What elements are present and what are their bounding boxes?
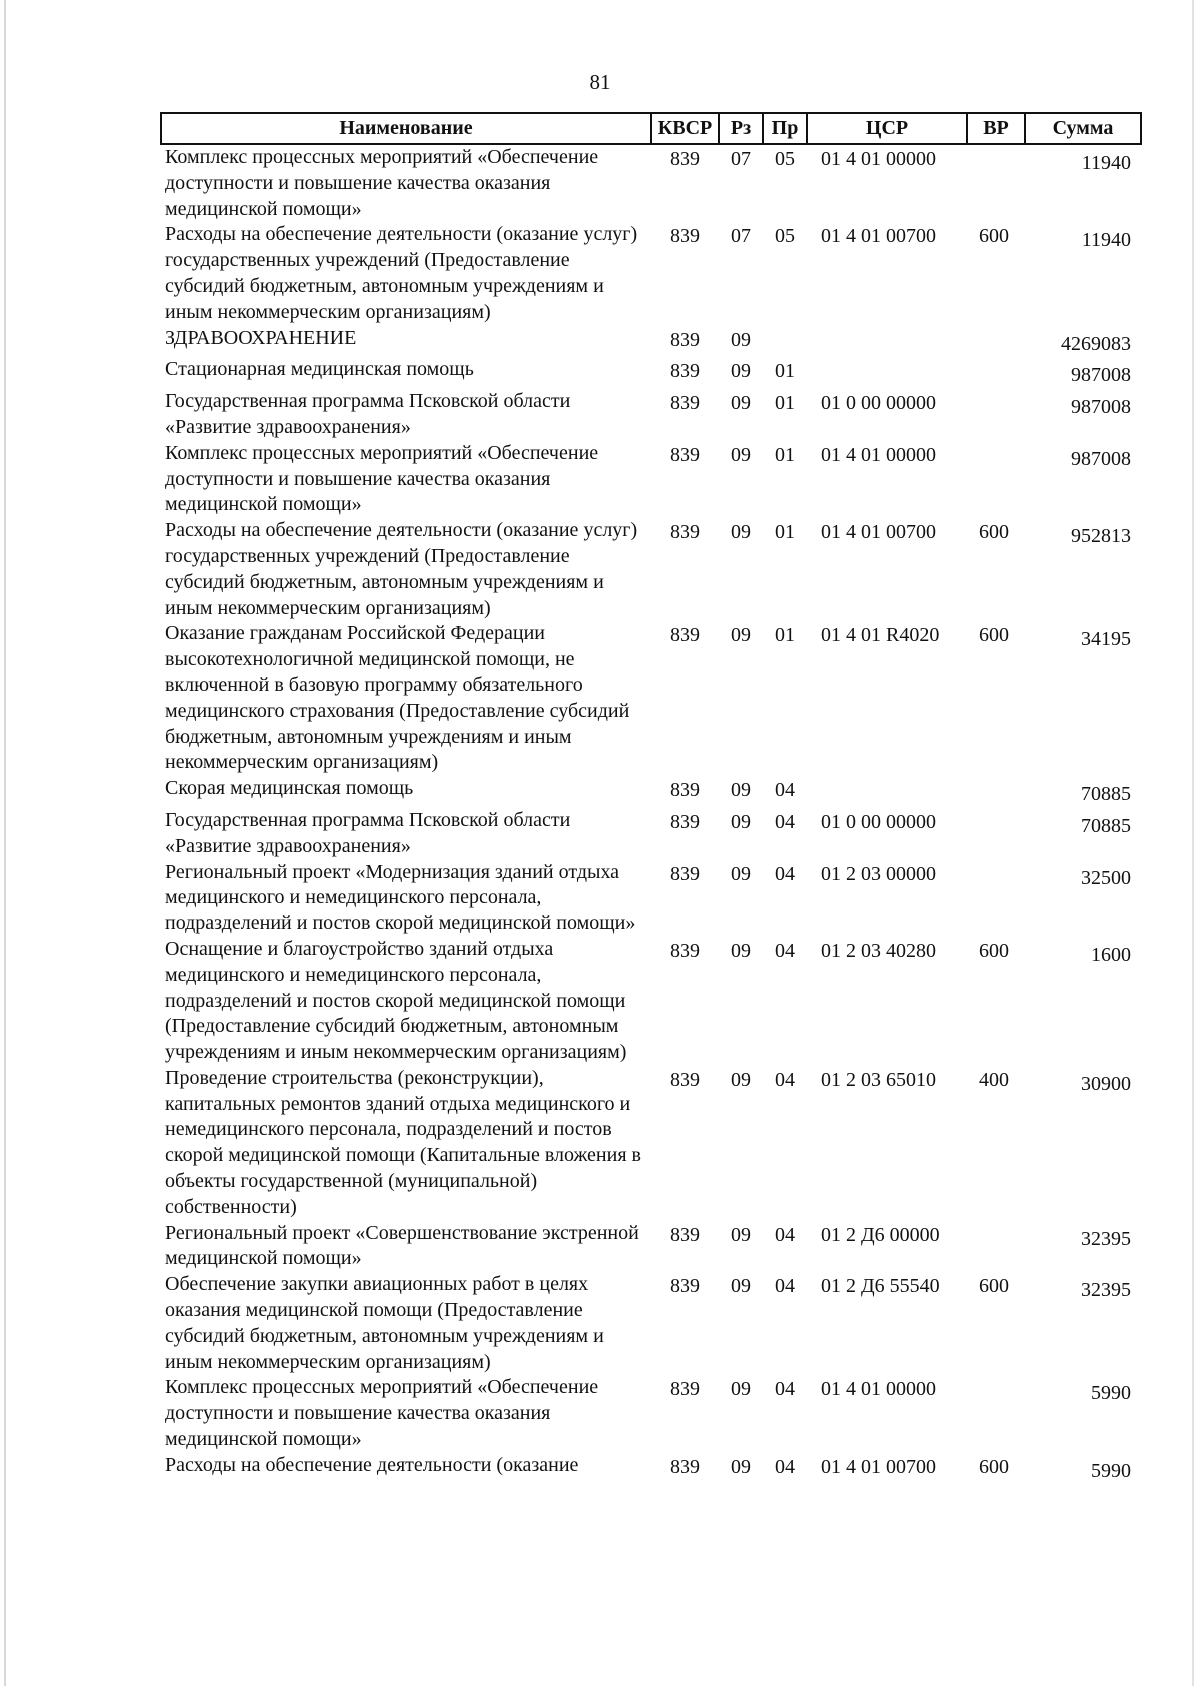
cell-pr: 04 [775, 779, 795, 802]
table-body [161, 144, 1141, 1485]
cell-sum: 32395 [1081, 1227, 1131, 1250]
cell-sum: 987008 [1071, 364, 1131, 387]
cell-rz: 09 [731, 939, 751, 962]
cell-vr [967, 1375, 1025, 1452]
header-csr: ЦСР [807, 113, 967, 144]
cell-vr [967, 389, 1025, 441]
cell-name: Проведение строительства (реконструкции), капитальных ремонтов зданий отдыха медицинского и немедицинского персонала, подразделений и постов скорой медицинской помощи (Капитальные вложения в объекты государственной (муниципальной) собственности) [165, 1066, 641, 1218]
budget-table-container [160, 112, 1140, 1485]
cell-kvsr: 839 [670, 1223, 700, 1246]
cell-pr: 01 [775, 392, 795, 415]
cell-kvsr: 839 [670, 443, 700, 466]
table-row [161, 1375, 1141, 1452]
cell-csr [807, 357, 967, 389]
table-row [161, 1066, 1141, 1221]
cell-name: Расходы на обеспечение деятельности (оказание услуг) государственных учреждений (Предоставление субсидий бюджетным, автономным учреждениям и иным некоммерческим организациям) [165, 519, 638, 619]
cell-pr: 01 [775, 443, 795, 466]
cell-csr: 01 4 01 00700 [821, 521, 936, 544]
header-rz: Рз [719, 113, 763, 144]
budget-table [160, 112, 1142, 1485]
cell-pr: 04 [775, 1455, 795, 1478]
cell-name: Государственная программа Псковской области «Развитие здравоохранения» [165, 808, 571, 857]
cell-kvsr: 839 [670, 328, 700, 351]
cell-sum: 70885 [1081, 814, 1131, 837]
cell-vr [967, 860, 1025, 937]
cell-rz: 09 [731, 1068, 751, 1091]
cell-name: Оснащение и благоустройство зданий отдыха медицинского и немедицинского персонала, подразделений и постов скорой медицинской помощи (Предоставление субсидий бюджетным, автономным учреждениям и иным некоммерческим организациям) [165, 937, 627, 1064]
cell-sum: 987008 [1071, 447, 1131, 470]
cell-pr: 04 [775, 1068, 795, 1091]
table-row [161, 937, 1141, 1066]
cell-pr: 04 [775, 939, 795, 962]
table-row [161, 389, 1141, 441]
cell-kvsr: 839 [670, 862, 700, 885]
cell-kvsr: 839 [670, 360, 700, 383]
cell-kvsr: 839 [670, 521, 700, 544]
cell-kvsr: 839 [670, 1275, 700, 1298]
cell-pr: 04 [775, 810, 795, 833]
cell-csr [807, 326, 967, 358]
table-row [161, 326, 1141, 358]
cell-pr: 05 [775, 148, 795, 170]
cell-vr [967, 326, 1025, 358]
cell-sum: 32395 [1081, 1279, 1131, 1302]
cell-pr: 01 [775, 624, 795, 647]
table-row [161, 808, 1141, 860]
cell-sum: 987008 [1071, 396, 1131, 419]
cell-kvsr: 839 [670, 1068, 700, 1091]
cell-kvsr: 839 [670, 810, 700, 833]
cell-sum: 30900 [1081, 1072, 1131, 1095]
header-pr: Пр [763, 113, 807, 144]
cell-sum: 11940 [1081, 152, 1131, 174]
table-row [161, 860, 1141, 937]
scan-edge-right [1192, 0, 1194, 1686]
table-row [161, 222, 1141, 325]
cell-vr: 600 [979, 1455, 1009, 1478]
cell-rz: 09 [731, 328, 751, 351]
cell-csr: 01 4 01 00700 [821, 1455, 936, 1478]
cell-vr: 600 [979, 939, 1009, 962]
cell-kvsr: 839 [670, 779, 700, 802]
cell-kvsr: 839 [670, 1455, 700, 1478]
cell-rz: 09 [731, 521, 751, 544]
table-row [161, 1221, 1141, 1273]
cell-name: Комплекс процессных мероприятий «Обеспечение доступности и повышение качества оказания медицинской помощи» [165, 1376, 599, 1451]
scan-edge-left [4, 0, 6, 1686]
cell-pr: 04 [775, 862, 795, 885]
cell-kvsr: 839 [670, 148, 700, 170]
cell-csr: 01 4 01 R4020 [821, 624, 940, 647]
cell-kvsr: 839 [670, 939, 700, 962]
cell-csr: 01 2 03 65010 [821, 1068, 936, 1091]
cell-name: ЗДРАВООХРАНЕНИЕ [165, 326, 357, 349]
cell-rz: 09 [731, 624, 751, 647]
cell-sum: 32500 [1081, 866, 1131, 889]
cell-rz: 09 [731, 443, 751, 466]
cell-sum: 5990 [1091, 1382, 1131, 1405]
cell-rz: 07 [731, 225, 751, 248]
cell-sum: 11940 [1081, 229, 1131, 252]
cell-kvsr: 839 [670, 1378, 700, 1401]
table-row [161, 357, 1141, 389]
cell-name: Региональный проект «Совершенствование экстренной медицинской помощи» [165, 1221, 639, 1270]
cell-csr: 01 4 01 00700 [821, 225, 936, 248]
cell-name: Скорая медицинская помощь [165, 777, 414, 800]
page-number: 81 [589, 70, 611, 94]
table-header [161, 113, 1141, 144]
cell-vr: 600 [979, 1275, 1009, 1298]
header-kvsr: КВСР [651, 113, 719, 144]
cell-pr: 05 [775, 225, 795, 248]
cell-rz: 09 [731, 810, 751, 833]
cell-csr: 01 2 Д6 00000 [821, 1223, 940, 1246]
table-row [161, 144, 1141, 222]
cell-name: Государственная программа Псковской области «Развитие здравоохранения» [165, 390, 571, 438]
cell-name: Расходы на обеспечение деятельности (оказание услуг) государственных учреждений (Предоставление субсидий бюджетным, автономным учреждениям и иным некоммерческим организациям) [165, 223, 638, 323]
cell-kvsr: 839 [670, 225, 700, 248]
cell-vr [967, 144, 1025, 222]
cell-csr: 01 2 03 40280 [821, 939, 936, 962]
table-row [161, 621, 1141, 776]
cell-rz: 09 [731, 862, 751, 885]
cell-name: Расходы на обеспечение деятельности (оказание [165, 1453, 579, 1476]
cell-name: Обеспечение закупки авиационных работ в целях оказания медицинской помощи (Предоставление субсидий бюджетным, автономным учреждениям и иным некоммерческим организациям) [165, 1273, 604, 1373]
cell-vr [967, 441, 1025, 518]
table-row [161, 1272, 1141, 1375]
cell-name: Региональный проект «Модернизация зданий отдыха медицинского и немедицинского персонала, подразделений и постов скорой медицинской помощи» [165, 860, 636, 935]
cell-pr: 01 [775, 521, 795, 544]
cell-sum: 70885 [1081, 783, 1131, 806]
cell-vr: 400 [979, 1068, 1009, 1091]
table-row [161, 1453, 1141, 1485]
cell-sum: 4269083 [1061, 332, 1131, 355]
header-row [161, 113, 1141, 144]
cell-name: Комплекс процессных мероприятий «Обеспечение доступности и повышение качества оказания медицинской помощи» [165, 441, 599, 516]
cell-pr: 01 [775, 360, 795, 383]
cell-vr [967, 1221, 1025, 1273]
cell-name: Стационарная медицинская помощь [165, 358, 474, 381]
cell-sum: 5990 [1091, 1459, 1131, 1482]
table-row [161, 776, 1141, 808]
cell-vr [967, 776, 1025, 808]
cell-kvsr: 839 [670, 624, 700, 647]
table-row [161, 441, 1141, 518]
cell-sum: 952813 [1071, 525, 1131, 548]
cell-rz: 09 [731, 360, 751, 383]
cell-pr: 04 [775, 1378, 795, 1401]
cell-csr: 01 4 01 00000 [821, 148, 936, 170]
cell-rz: 09 [731, 1223, 751, 1246]
cell-rz: 09 [731, 392, 751, 415]
cell-csr [807, 776, 967, 808]
cell-pr [763, 326, 807, 358]
cell-name: Оказание гражданам Российской Федерации высокотехнологичной медицинской помощи, не включенной в базовую программу обязательного медицинского страхования (Предоставление субсидий бюджетным, автономным учреждениям и иным некоммерческим организациям) [165, 622, 630, 774]
cell-vr: 600 [979, 521, 1009, 544]
header-sum: Сумма [1025, 113, 1141, 144]
cell-name: Комплекс процессных мероприятий «Обеспечение доступности и повышение качества оказания медицинской помощи» [165, 146, 599, 220]
cell-rz: 09 [731, 1455, 751, 1478]
cell-sum: 1600 [1091, 943, 1131, 966]
cell-csr: 01 4 01 00000 [821, 1378, 936, 1401]
cell-csr: 01 4 01 00000 [821, 443, 936, 466]
cell-csr: 01 2 03 00000 [821, 862, 936, 885]
cell-vr [967, 808, 1025, 860]
cell-pr: 04 [775, 1223, 795, 1246]
cell-vr: 600 [979, 225, 1009, 248]
cell-rz: 07 [731, 148, 751, 170]
cell-rz: 09 [731, 1378, 751, 1401]
cell-csr: 01 0 00 00000 [821, 810, 936, 833]
header-vr: ВР [967, 113, 1025, 144]
cell-pr: 04 [775, 1275, 795, 1298]
cell-rz: 09 [731, 779, 751, 802]
cell-vr [967, 357, 1025, 389]
cell-sum: 34195 [1081, 628, 1131, 651]
cell-vr: 600 [979, 624, 1009, 647]
cell-csr: 01 2 Д6 55540 [821, 1275, 940, 1298]
cell-rz: 09 [731, 1275, 751, 1298]
table-row [161, 518, 1141, 621]
cell-csr: 01 0 00 00000 [821, 392, 936, 415]
cell-kvsr: 839 [670, 392, 700, 415]
header-name: Наименование [161, 113, 651, 144]
